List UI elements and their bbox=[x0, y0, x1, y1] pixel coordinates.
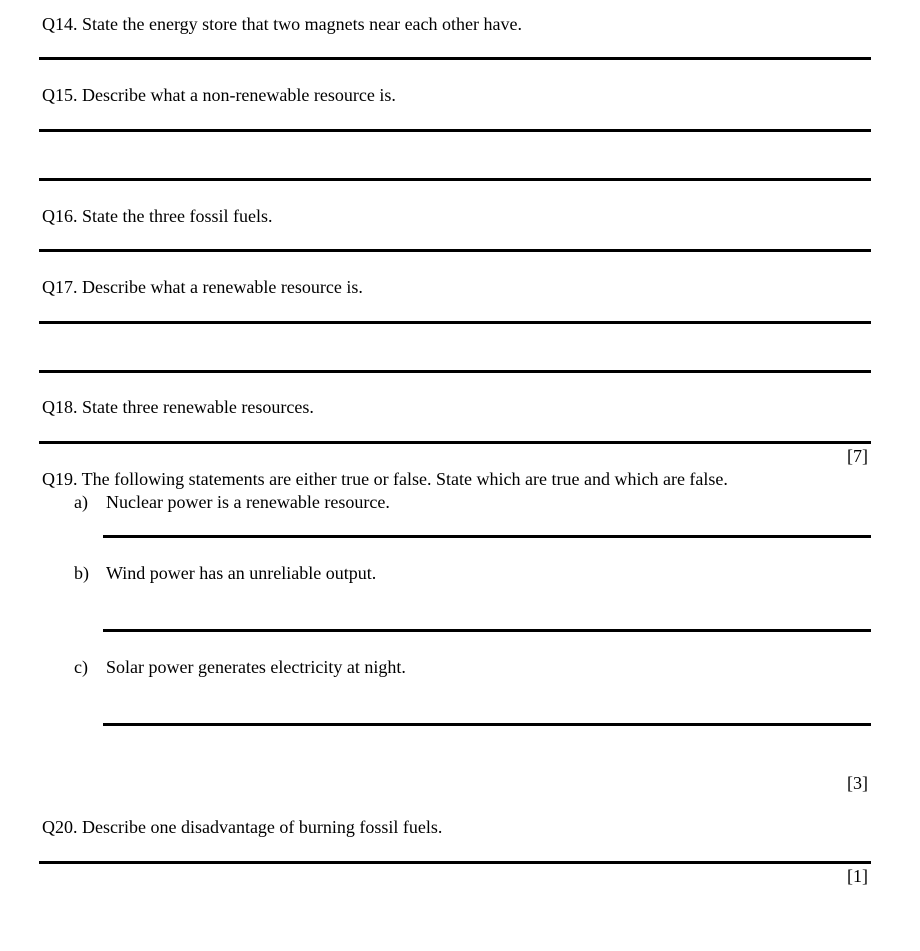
q19-part-c-text: Solar power generates electricity at night. bbox=[106, 657, 406, 677]
answer-line-q14[interactable] bbox=[39, 57, 871, 60]
question-18-text: Q18. State three renewable resources. bbox=[42, 397, 314, 417]
question-19-text: Q19. The following statements are either true or false. State which are true and which are false. bbox=[42, 469, 728, 489]
answer-line-q18[interactable] bbox=[39, 441, 871, 444]
q19-part-c-label: c) bbox=[74, 657, 88, 677]
question-15-text: Q15. Describe what a non-renewable resource is. bbox=[42, 85, 396, 105]
q19-part-a-text: Nuclear power is a renewable resource. bbox=[106, 492, 390, 512]
q19-part-b-text: Wind power has an unreliable output. bbox=[106, 563, 377, 583]
answer-line-q20[interactable] bbox=[39, 861, 871, 864]
marks-q19: [3] bbox=[847, 773, 868, 793]
answer-line-q19-a[interactable] bbox=[103, 535, 871, 538]
answer-line-q19-b[interactable] bbox=[103, 629, 871, 632]
answer-line-q15-2[interactable] bbox=[39, 178, 871, 181]
question-14-text: Q14. State the energy store that two magnets near each other have. bbox=[42, 14, 522, 34]
answer-line-q19-c[interactable] bbox=[103, 723, 871, 726]
marks-q20: [1] bbox=[847, 866, 868, 886]
q19-part-b-label: b) bbox=[74, 563, 89, 583]
answer-line-q17-1[interactable] bbox=[39, 321, 871, 324]
q19-part-a-label: a) bbox=[74, 492, 88, 512]
marks-q14-q18: [7] bbox=[847, 446, 868, 466]
answer-line-q17-2[interactable] bbox=[39, 370, 871, 373]
question-20-text: Q20. Describe one disadvantage of burning fossil fuels. bbox=[42, 817, 443, 837]
answer-line-q15-1[interactable] bbox=[39, 129, 871, 132]
question-17-text: Q17. Describe what a renewable resource is. bbox=[42, 277, 363, 297]
question-16-text: Q16. State the three fossil fuels. bbox=[42, 206, 273, 226]
answer-line-q16[interactable] bbox=[39, 249, 871, 252]
